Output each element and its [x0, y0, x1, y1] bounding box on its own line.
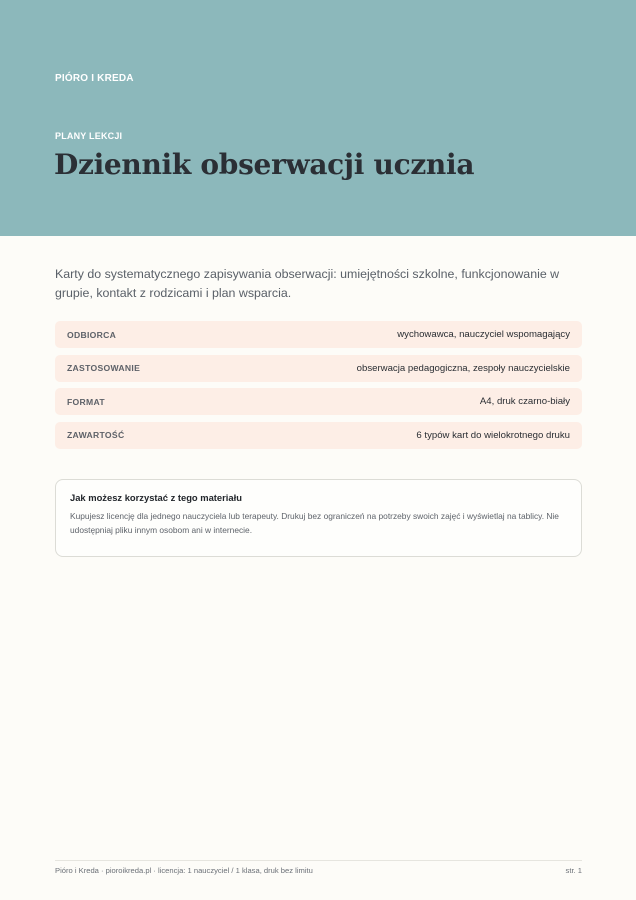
meta-row-odbiorca: [55, 321, 582, 348]
meta-label: ODBIORCA: [67, 329, 117, 340]
meta-row-zastosowanie: [55, 355, 582, 382]
license-text: Kupujesz licencję dla jednego nauczyciela lub terapeuty. Drukuj bez ograniczeń na potrzeby swoich zajęć i wyświetlaj na tablicy. Nie udostępniaj pliku innym osobom ani w internecie.: [70, 511, 559, 535]
meta-label: ZAWARTOŚĆ: [67, 430, 125, 440]
intro-paragraph: Karty do systematycznego zapisywania obserwacji: umiejętności szkolne, funkcjonowanie w grupie, kontakt z rodzicami i plan wsparcia.: [55, 267, 560, 300]
header-banner: [0, 0, 636, 236]
meta-value: 6 typów kart do wielokrotnego druku: [416, 429, 570, 441]
page-number: str. 1: [565, 866, 582, 875]
license-box: [55, 479, 582, 557]
footer-info: Pióro i Kreda · pioroikreda.pl · licencja: 1 nauczyciel / 1 klasa, druk bez limitu: [55, 866, 313, 875]
meta-value: wychowawca, nauczyciel wspomagający: [397, 329, 570, 340]
page-footer: [55, 860, 582, 875]
brand-name: PIÓRO I KREDA: [55, 73, 134, 84]
meta-row-format: [55, 388, 582, 415]
meta-label: FORMAT: [67, 396, 105, 407]
meta-value: A4, druk czarno-biały: [479, 396, 570, 407]
meta-row-zawartosc: [55, 422, 582, 449]
meta-table: [55, 321, 582, 455]
page-title: Dziennik obserwacji ucznia: [54, 148, 475, 181]
meta-label: ZASTOSOWANIE: [67, 363, 141, 373]
section-eyebrow: PLANY LEKCJI: [55, 131, 123, 141]
meta-value: obserwacja pedagogiczna, zespoły nauczycielskie: [356, 362, 570, 374]
license-heading: Jak możesz korzystać z tego materiału: [70, 492, 242, 503]
